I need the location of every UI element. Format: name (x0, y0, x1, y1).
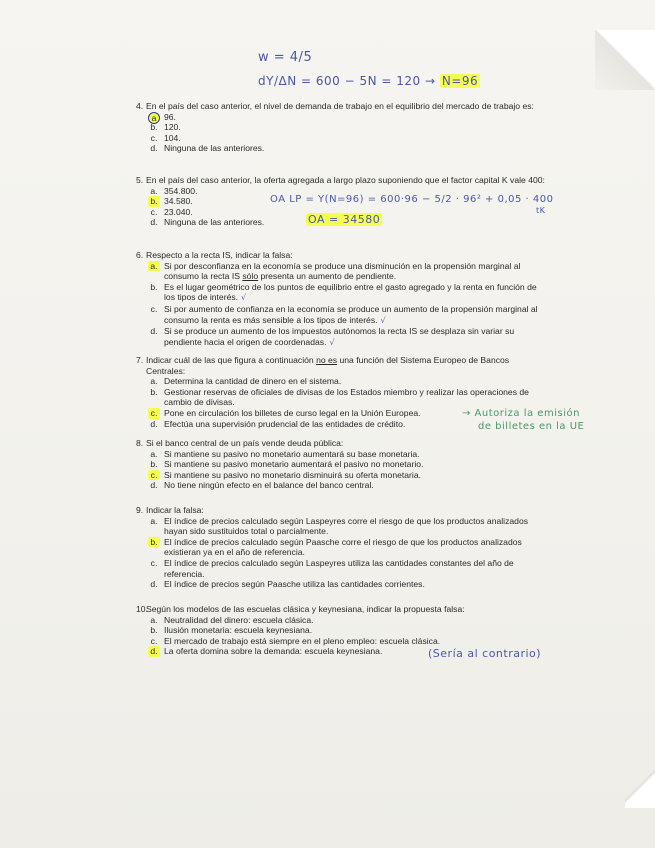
option-letter: d. (150, 418, 158, 429)
stem-post: una función del Sistema Europeo de Bancos Centrales: (146, 355, 510, 376)
option-letter: b. (148, 196, 160, 207)
question-number: 6. (136, 250, 144, 260)
option-letter: b. (150, 122, 158, 133)
option-letter: c. (148, 470, 160, 481)
option-a[interactable] (146, 261, 546, 282)
question-number: 9. (136, 505, 144, 515)
option-d[interactable] (146, 143, 546, 154)
check-mark: √ (329, 337, 335, 347)
question-stem (146, 355, 546, 376)
question-8 (136, 438, 546, 491)
option-b[interactable] (146, 537, 546, 558)
question-9 (136, 505, 546, 590)
option-text: Gestionar reservas de oficiales de divisas de los Estados miembro y realizar las operaciones de cambio de divisas. (164, 386, 529, 408)
question-stem: Indicar la falsa: (146, 505, 204, 515)
option-text-underlined: sólo (242, 271, 259, 282)
option-letter: d. (150, 480, 158, 491)
q5-result-highlight: OA = 34580 (308, 213, 381, 226)
option-letter: d. (150, 579, 158, 590)
option-a[interactable] (146, 112, 546, 123)
option-text: 23.040. (164, 206, 193, 217)
derivative-result: N=96 (441, 74, 479, 88)
option-letter: d. (150, 217, 158, 228)
option-text: 96. (164, 111, 176, 122)
question-number: 8. (136, 438, 144, 448)
question-number: 10. (136, 604, 148, 614)
option-text: Si mantiene su pasivo monetario aumentará el pasivo no monetario. (164, 459, 424, 470)
handwritten-q5-formula: OA LP = Y(N=96) = 600·96 − 5/2 · 96² + 0,05 · 400 (270, 194, 554, 205)
option-text: La oferta domina sobre la demanda: escuela keynesiana. (164, 646, 383, 657)
option-letter: c. (150, 303, 158, 314)
option-letter: b. (150, 625, 158, 636)
option-text: 104. (164, 132, 181, 143)
option-b[interactable] (146, 387, 546, 408)
option-text: Si mantiene su pasivo no monetario disminuirá su oferta monetaria. (164, 469, 421, 480)
option-c[interactable] (146, 636, 546, 647)
handwritten-derivative-note (258, 74, 480, 88)
question-number: 7. (136, 355, 144, 365)
option-letter: d. (148, 646, 160, 657)
option-text: Determina la cantidad de dinero en el sistema. (164, 376, 342, 387)
option-text: El mercado de trabajo está siempre en el pleno empleo: escuela clásica. (164, 635, 441, 646)
option-letter: a. (150, 185, 158, 196)
question-stem: Respecto a la recta IS, indicar la falsa: (146, 250, 293, 260)
option-text: Si se produce un aumento de los impuestos autónomos la recta IS se desplaza sin variar su pendiente hacia el origen de coordenadas. (164, 326, 515, 347)
option-text: Es el lugar geométrico de los puntos de equilibrio entre el gasto agregado y la renta en función de los tipos de interés. (164, 281, 537, 303)
derivative-expression: dY/ΔN = 600 − 5N = 120 → (258, 74, 436, 88)
option-text: Si por aumento de confianza en la economía se produce un aumento de la propensión marginal al consumo la renta es más sensible a los tipos de interés. (164, 303, 538, 325)
option-d[interactable] (146, 579, 546, 590)
option-b[interactable] (146, 459, 546, 470)
option-letter: c. (150, 132, 158, 143)
option-text: No tiene ningún efecto en el balance del banco central. (164, 480, 374, 491)
option-letter: c. (148, 408, 160, 419)
option-letter: a. (150, 376, 158, 387)
option-b[interactable] (146, 282, 546, 304)
option-text: Pone en circulación los billetes de curso legal en la Unión Europea. (164, 407, 421, 418)
option-letter: b. (150, 459, 158, 470)
option-text: Si mantiene su pasivo no monetario aumentará su base monetaria. (164, 448, 420, 459)
option-d[interactable] (146, 326, 546, 348)
option-text: Ilusión monetaria: escuela keynesiana. (164, 625, 313, 636)
question-stem: Si el banco central de un país vende deuda pública: (146, 438, 344, 448)
option-letter: b. (148, 537, 160, 548)
option-text-post: presenta un aumento de pendiente. (258, 271, 397, 282)
option-letter: a. (150, 515, 158, 526)
option-c[interactable] (146, 133, 546, 144)
option-d[interactable] (146, 480, 546, 491)
page-corner-fold-bottom (625, 763, 655, 808)
question-6 (136, 250, 546, 348)
option-letter: c. (150, 206, 158, 217)
option-a[interactable] (146, 376, 546, 387)
option-a[interactable] (146, 516, 546, 537)
option-letter: b. (150, 281, 158, 292)
option-text: 354.800. (164, 185, 198, 196)
option-c[interactable] (146, 304, 546, 326)
option-text: Neutralidad del dinero: escuela clásica. (164, 614, 314, 625)
option-letter: b. (150, 386, 158, 397)
option-text: Ninguna de las anteriores. (164, 143, 265, 154)
question-number: 4. (136, 101, 144, 111)
option-b[interactable] (146, 122, 546, 133)
option-text: El índice de precios según Paasche utiliza las cantidades corrientes. (164, 579, 425, 590)
option-text: 120. (164, 122, 181, 133)
option-letter: d. (150, 143, 158, 154)
handwritten-q7-note-1: → Autoriza la emisión (462, 408, 580, 419)
option-b[interactable] (146, 625, 546, 636)
option-text: El índice de precios calculado según Paasche corre el riesgo de que los productos analizados existieran ya en el año de referencia. (164, 536, 522, 558)
option-a[interactable] (146, 615, 546, 626)
question-number: 5. (136, 175, 144, 185)
question-stem: En el país del caso anterior, la oferta agregada a largo plazo suponiendo que el factor capital K vale 400: (146, 175, 545, 185)
handwritten-omega-note: w = 4/5 (258, 50, 313, 65)
question-stem: Según los modelos de las escuelas clásica y keynesiana, indicar la propuesta falsa: (146, 604, 465, 614)
handwritten-q5-result (306, 213, 382, 226)
question-4 (136, 101, 546, 154)
option-a[interactable] (146, 449, 546, 460)
check-mark: √ (241, 293, 247, 303)
page-corner-fold (595, 30, 655, 90)
question-stem: En el país del caso anterior, el nivel de demanda de trabajo en el equilibrio del mercado de trabajo es: (146, 101, 534, 111)
check-mark: √ (380, 315, 386, 325)
option-text: El índice de precios calculado según Laspeyres utiliza las cantidades constantes del año de referencia. (164, 557, 514, 579)
handwritten-q10-note: (Sería al contrario) (428, 647, 542, 660)
option-letter-circled: a (148, 112, 160, 124)
option-text: Efectúa una supervisión prudencial de las entidades de crédito. (164, 418, 406, 429)
option-c[interactable] (146, 470, 546, 481)
option-letter: c. (150, 557, 158, 568)
option-c[interactable] (146, 558, 546, 579)
handwritten-q5-sub: tK (536, 206, 546, 215)
option-letter: a. (150, 448, 158, 459)
option-letter: a. (148, 261, 160, 272)
option-text: 34.580. (164, 196, 193, 207)
option-letter: c. (150, 635, 158, 646)
option-letter: a. (150, 614, 158, 625)
option-letter: d. (150, 326, 158, 337)
option-text: El índice de precios calculado según Laspeyres corre el riesgo de que los productos analizados hayan sido sustituidos total o parcialmente. (164, 515, 529, 537)
stem-underlined: no es (316, 355, 338, 365)
handwritten-q7-note-2: de billetes en la UE (478, 421, 585, 432)
option-text-pre: Si por desconfianza en la economía se produce una disminución en la propensión marginal al consumo la recta IS (164, 260, 521, 282)
option-text: Ninguna de las anteriores. (164, 217, 265, 228)
stem-pre: Indicar cuál de las que figura a continuación (146, 355, 317, 365)
